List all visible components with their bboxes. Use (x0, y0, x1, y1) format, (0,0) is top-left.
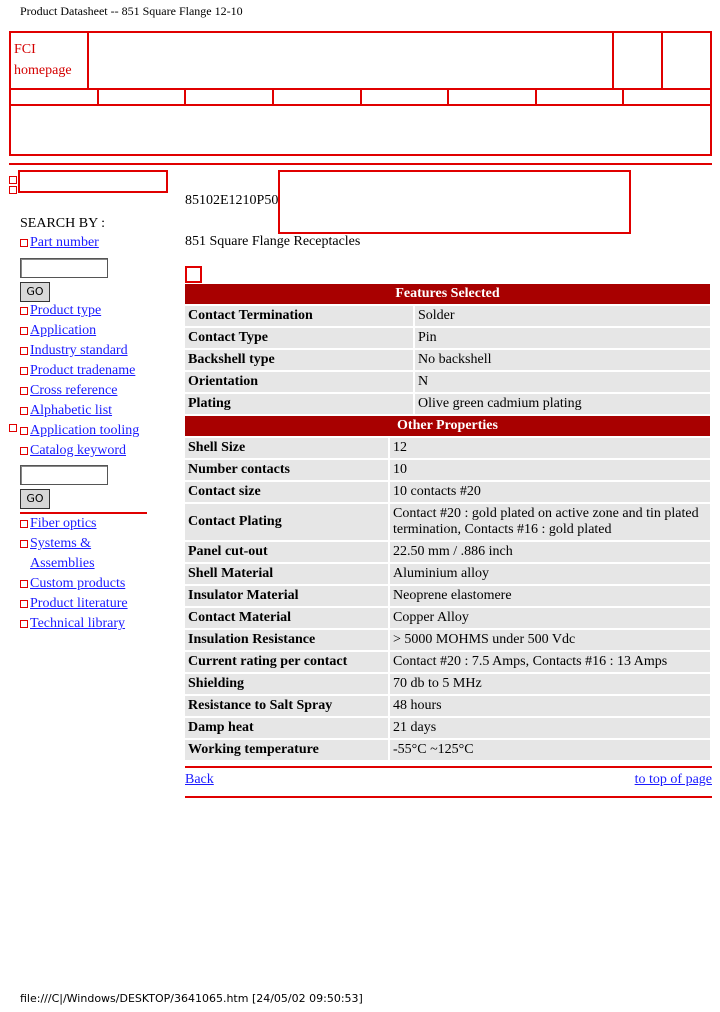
sidebar-divider (20, 512, 147, 514)
nav-cell[interactable] (362, 90, 450, 104)
table-row (185, 542, 710, 562)
nav-cell[interactable] (537, 90, 625, 104)
sidebar-marker-icon (9, 176, 17, 184)
spec-value: Olive green cadmium plating (415, 394, 710, 414)
table-row (185, 438, 710, 458)
bullet-icon (20, 407, 28, 415)
table-row (185, 718, 710, 738)
bottom-nav (185, 772, 712, 788)
table-row (185, 740, 710, 760)
spec-value: 12 (390, 438, 710, 458)
table-row (185, 504, 710, 540)
nav-cell[interactable] (449, 90, 537, 104)
go-button[interactable]: GO (20, 489, 50, 509)
image-placeholder-icon (185, 266, 202, 283)
part-description: 851 Square Flange Receptacles (185, 234, 361, 249)
bullet-icon (20, 447, 28, 455)
table-row (185, 696, 710, 716)
spec-value: 21 days (390, 718, 710, 738)
spec-value: Neoprene elastomere (390, 586, 710, 606)
sidebar-link[interactable]: Part number (30, 235, 99, 250)
table-row (185, 460, 710, 480)
bullet-icon (20, 580, 28, 588)
header-divider (9, 163, 712, 165)
spec-value: Contact #20 : gold plated on active zone and tin plated termination, Contacts #16 : gold plated (390, 504, 710, 540)
bullet-icon (20, 387, 28, 395)
back-link[interactable]: Back (185, 772, 214, 787)
bullet-icon (20, 540, 28, 548)
header-square-1[interactable] (612, 31, 663, 90)
bullet-icon (20, 307, 28, 315)
spec-value: N (415, 372, 710, 392)
sidebar-link[interactable]: Product type (30, 303, 102, 318)
spec-label: Insulator Material (185, 586, 388, 606)
table-bottom-divider (185, 766, 712, 768)
spec-area (183, 282, 712, 798)
properties-body (185, 438, 710, 760)
spec-label: Damp heat (185, 718, 388, 738)
bullet-icon (20, 620, 28, 628)
sidebar-link[interactable]: Product tradename (30, 363, 136, 378)
header-square-2[interactable] (661, 31, 712, 90)
catalog-keyword-input[interactable] (20, 465, 108, 485)
bullet-icon (20, 600, 28, 608)
page-title: Product Datasheet -- 851 Square Flange 12-10 (20, 4, 243, 18)
sidebar-link[interactable]: Systems & (30, 536, 92, 551)
bullet-icon (20, 367, 28, 375)
sidebar-item-industry-standard[interactable] (20, 342, 128, 360)
nav-cell[interactable] (11, 90, 99, 104)
sidebar-item-application[interactable] (20, 322, 96, 340)
sidebar-marker-icon (9, 186, 17, 194)
sidebar-item-alphabetic-list[interactable] (20, 402, 112, 420)
table-row (185, 328, 710, 348)
spec-label: Contact Material (185, 608, 388, 628)
spec-value: 10 contacts #20 (390, 482, 710, 502)
spec-value: 70 db to 5 MHz (390, 674, 710, 694)
spec-label: Plating (185, 394, 413, 414)
part-number-title: 85102E1210P50 (185, 193, 279, 208)
sidebar-top-box[interactable] (18, 170, 168, 193)
spec-label: Resistance to Salt Spray (185, 696, 388, 716)
table-row (185, 564, 710, 584)
sidebar-marker-icon (9, 424, 17, 432)
part-number-input[interactable] (20, 258, 108, 278)
sidebar-link[interactable]: Cross reference (30, 383, 118, 398)
table-row (185, 674, 710, 694)
sidebar-link[interactable]: Catalog keyword (30, 443, 127, 458)
fci-homepage-link[interactable] (9, 31, 89, 90)
table-row (185, 482, 710, 502)
table-row (185, 652, 710, 672)
spec-label: Number contacts (185, 460, 388, 480)
sidebar-link[interactable]: Product literature (30, 596, 128, 611)
sidebar-link[interactable]: Application (30, 323, 97, 338)
spec-value: Contact #20 : 7.5 Amps, Contacts #16 : 13 Amps (390, 652, 710, 672)
sidebar-link[interactable]: Fiber optics (30, 516, 97, 531)
table-row (185, 608, 710, 628)
sidebar-link[interactable]: Alphabetic list (30, 403, 113, 418)
logo-text-fci: FCI (14, 42, 36, 57)
table-row (185, 586, 710, 606)
features-header: Features Selected (185, 284, 710, 304)
spec-label: Current rating per contact (185, 652, 388, 672)
sidebar-item-assemblies[interactable] (30, 555, 95, 573)
sidebar-link[interactable]: Technical library (30, 616, 126, 631)
table-row (185, 394, 710, 414)
nav-cell[interactable] (186, 90, 274, 104)
sidebar-item-catalog-keyword[interactable] (20, 442, 126, 460)
spec-value: -55°C ~125°C (390, 740, 710, 760)
spec-label: Orientation (185, 372, 413, 392)
spec-label: Insulation Resistance (185, 630, 388, 650)
table-row (185, 306, 710, 326)
bullet-icon (20, 347, 28, 355)
spec-value: > 5000 MOHMS under 500 Vdc (390, 630, 710, 650)
sidebar-link[interactable]: Assemblies (30, 556, 95, 571)
properties-table (183, 414, 712, 762)
spec-label: Contact Plating (185, 504, 388, 540)
bullet-icon (20, 427, 28, 435)
properties-header: Other Properties (185, 416, 710, 436)
sidebar-link[interactable]: Application tooling (30, 423, 140, 438)
table-row (185, 630, 710, 650)
spec-label: Shell Size (185, 438, 388, 458)
sidebar-link[interactable]: Industry standard (30, 343, 128, 358)
header-wide-box (9, 104, 712, 156)
spec-value: Pin (415, 328, 710, 348)
sidebar-item-part-number[interactable] (20, 234, 99, 252)
properties-header-row (185, 416, 710, 436)
sidebar-item-product-type[interactable] (20, 302, 101, 320)
bullet-icon (20, 520, 28, 528)
spec-label: Contact Termination (185, 306, 413, 326)
nav-cell[interactable] (99, 90, 187, 104)
spec-value: No backshell (415, 350, 710, 370)
table-row (185, 350, 710, 370)
nav-cell[interactable] (274, 90, 362, 104)
logo-text-homepage: homepage (14, 63, 72, 78)
bullet-icon (20, 327, 28, 335)
bullet-icon (20, 239, 28, 247)
spec-value: 10 (390, 460, 710, 480)
features-body (185, 306, 710, 414)
main-top-box (278, 170, 631, 234)
spec-value: Aluminium alloy (390, 564, 710, 584)
spec-label: Working temperature (185, 740, 388, 760)
sidebar-item-cross-reference[interactable] (20, 382, 117, 400)
search-by-label: SEARCH BY : (20, 216, 106, 231)
bottom-divider (185, 796, 712, 798)
sidebar-item-product-tradename[interactable] (20, 362, 135, 380)
go-button[interactable]: GO (20, 282, 50, 302)
sidebar-item-fiber-optics[interactable] (20, 515, 97, 533)
sidebar-item-systems[interactable] (20, 535, 91, 553)
spec-label: Shell Material (185, 564, 388, 584)
top-of-page-link[interactable]: to top of page (634, 772, 712, 787)
spec-label: Contact size (185, 482, 388, 502)
spec-label: Contact Type (185, 328, 413, 348)
sidebar-item-custom-products[interactable] (20, 575, 125, 593)
features-table (183, 282, 712, 416)
spec-label: Shielding (185, 674, 388, 694)
file-path-footer: file:///C|/Windows/DESKTOP/3641065.htm [24/05/02 09:50:53] (20, 992, 363, 1005)
table-row (185, 372, 710, 392)
sidebar-item-technical-library[interactable] (20, 615, 125, 633)
spec-value: 22.50 mm / .886 inch (390, 542, 710, 562)
sidebar-link[interactable]: Custom products (30, 576, 126, 591)
spec-value: Copper Alloy (390, 608, 710, 628)
nav-cell[interactable] (624, 90, 710, 104)
spec-value: Solder (415, 306, 710, 326)
spec-label: Panel cut-out (185, 542, 388, 562)
sidebar-item-application-tooling[interactable] (20, 422, 139, 440)
header-banner (87, 31, 614, 90)
spec-label: Backshell type (185, 350, 413, 370)
sidebar-item-product-literature[interactable] (20, 595, 128, 613)
features-header-row (185, 284, 710, 304)
spec-value: 48 hours (390, 696, 710, 716)
